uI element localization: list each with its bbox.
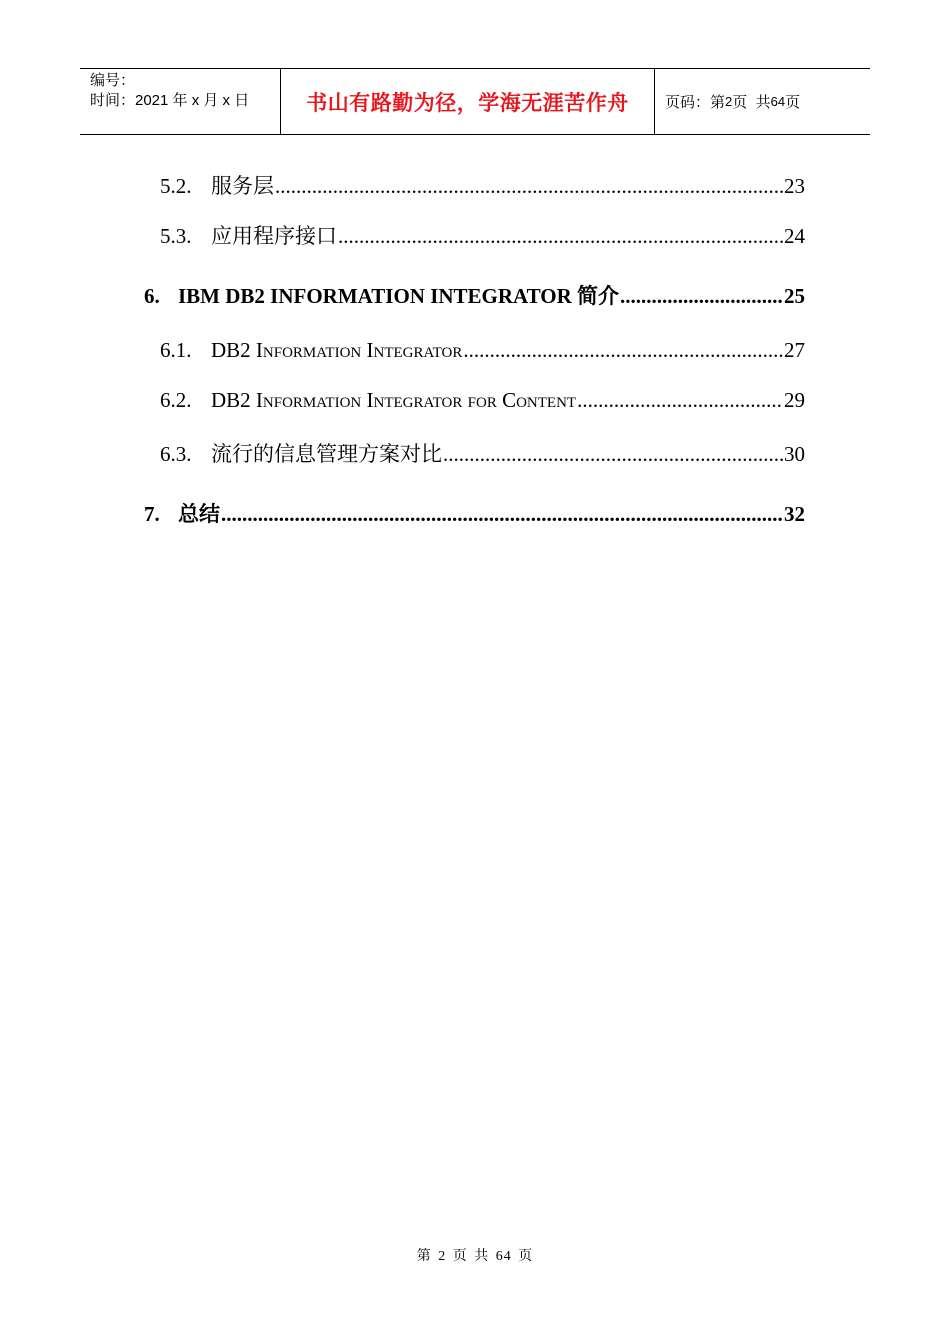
toc-entry-number: 6.3. — [160, 442, 192, 466]
toc-entry-page: 24 — [784, 224, 805, 248]
toc-entry-number: 5.2. — [160, 174, 192, 198]
toc-entry-page: 27 — [784, 338, 805, 362]
toc-entry-title: DB2 Information Integrator for Content — [211, 388, 577, 412]
toc-leader-dots — [338, 224, 783, 249]
page-footer: 第 2 页 共 64 页 — [416, 1249, 534, 1264]
toc-entry-page: 25 — [784, 284, 805, 308]
document-number-label: 编号： — [90, 72, 136, 89]
toc-leader-dots — [221, 502, 783, 527]
toc-entry[interactable] — [160, 170, 805, 200]
toc-entry[interactable] — [144, 280, 805, 310]
page-header — [80, 68, 870, 135]
toc-leader-dots — [463, 338, 783, 363]
toc-entry-title: 服务层 — [211, 174, 274, 198]
toc-entry-number: 6.2. — [160, 388, 192, 412]
page-mid: 页 共 — [732, 94, 771, 111]
toc-entry[interactable] — [160, 220, 805, 250]
page-prefix: 页码：第 — [665, 94, 726, 111]
document-time-label: 时间：2021 年 x 月 x 日 — [90, 92, 250, 109]
header-page-indicator — [655, 69, 870, 134]
header-motto: 书山有路勤为径，学海无涯苦作舟 — [281, 69, 655, 134]
page-suffix: 页 — [785, 94, 801, 111]
toc-entry-title: DB2 Information Integrator — [211, 338, 463, 362]
toc-entry-number: 7. — [144, 502, 160, 526]
toc-entry-page: 23 — [784, 174, 805, 198]
page-total: 64 — [770, 94, 786, 109]
toc-leader-dots — [577, 388, 783, 413]
toc-entry[interactable] — [160, 438, 805, 468]
toc-entry-page: 32 — [784, 502, 805, 526]
page-current: 2 — [725, 94, 733, 109]
toc-leader-dots — [620, 284, 783, 309]
toc-entry-page: 29 — [784, 388, 805, 412]
toc-entry[interactable] — [160, 338, 805, 363]
toc-entry-number: 5.3. — [160, 224, 192, 248]
toc-leader-dots — [275, 174, 783, 199]
toc-leader-dots — [443, 442, 783, 467]
toc-entry-title: 流行的信息管理方案对比 — [211, 442, 442, 466]
header-meta — [80, 69, 281, 134]
toc-entry-number: 6.1. — [160, 338, 192, 362]
toc-entry-title: 总结 — [178, 502, 220, 526]
toc-entry-page: 30 — [784, 442, 805, 466]
toc-entry-number: 6. — [144, 284, 160, 308]
toc-entry-title: IBM DB2 INFORMATION INTEGRATOR 简介 — [178, 284, 620, 308]
toc-entry-title: 应用程序接口 — [211, 224, 337, 248]
toc-entry[interactable] — [144, 498, 805, 528]
toc-entry[interactable] — [160, 388, 805, 413]
